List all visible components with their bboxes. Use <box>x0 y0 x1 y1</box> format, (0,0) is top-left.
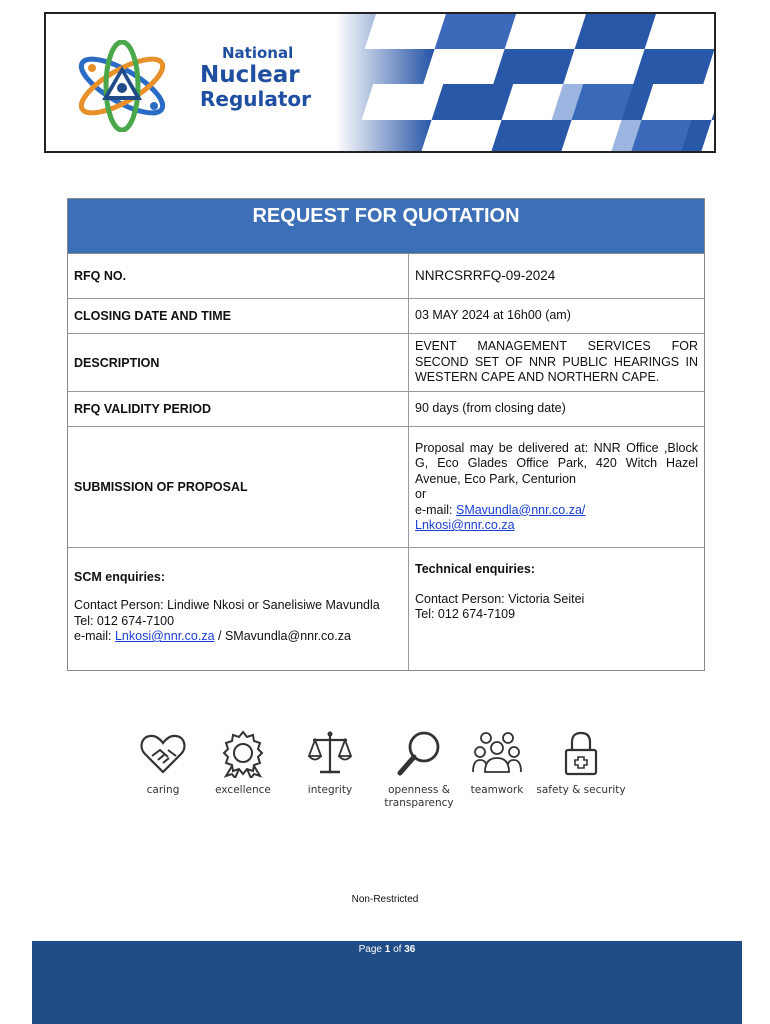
rfq-value: NNRCSRRFQ-09-2024 <box>415 268 556 284</box>
rfq-label: CLOSING DATE AND TIME <box>68 299 409 333</box>
magnifier-icon <box>394 728 444 778</box>
value-label: caring <box>146 784 180 796</box>
checker-pattern-graphic <box>336 14 716 153</box>
email-prefix: e-mail: <box>415 502 456 517</box>
value-teamwork <box>452 728 542 797</box>
rfq-row-submission <box>68 427 704 548</box>
nnr-logo <box>72 40 352 132</box>
value-excellence <box>198 728 288 797</box>
value-label: openness & transparency <box>384 784 454 809</box>
page-number <box>32 944 742 955</box>
rfq-table <box>67 198 705 671</box>
value-integrity <box>285 728 375 797</box>
scm-enquiries <box>68 548 409 670</box>
page-total: 36 <box>404 944 416 955</box>
logo-wordmark <box>200 46 311 109</box>
value-openness <box>374 728 464 810</box>
technical-contact: Contact Person: Victoria Seitei <box>415 591 585 606</box>
email-link-smavundla[interactable]: SMavundla@nnr.co.za/ <box>455 502 586 517</box>
rfq-row-enquiries <box>68 548 704 670</box>
page-current: 1 <box>384 944 391 955</box>
value-label: teamwork <box>470 784 524 796</box>
value-caring <box>118 728 208 797</box>
rfq-value: 03 MAY 2024 at 16h00 (am) <box>415 308 571 323</box>
rfq-value: 90 days (from closing date) <box>415 401 566 416</box>
logo-line-nuclear: Nuclear <box>200 62 300 88</box>
scm-heading: SCM enquiries: <box>74 570 165 584</box>
scm-email-rest: / SMavundla@nnr.co.za <box>214 629 351 643</box>
logo-line-regulator: Regulator <box>200 87 312 111</box>
rfq-title: REQUEST FOR QUOTATION <box>68 199 704 254</box>
rfq-row-closing <box>68 299 704 334</box>
classification-label: Non-Restricted <box>351 894 419 905</box>
value-label: integrity <box>307 784 353 796</box>
email-prefix: e-mail: <box>74 629 115 643</box>
heart-handshake-icon <box>138 728 188 778</box>
scm-tel: Tel: 012 674-7100 <box>74 613 175 628</box>
rfq-row-validity <box>68 392 704 427</box>
rfq-value: EVENT MANAGEMENT SERVICES FOR SECOND SET OF NNR PUBLIC HEARINGS IN WESTERN CAPE AND NORTHERN CAPE. <box>415 339 698 385</box>
submission-email-line-2 <box>415 518 698 534</box>
rfq-label: DESCRIPTION <box>68 334 409 391</box>
email-link-lnkosi[interactable]: Lnkosi@nnr.co.za <box>415 518 515 532</box>
submission-address: Proposal may be delivered at: NNR Office ,Block G, Eco Glades Office Park, 420 Witch Hazel Avenue, Eco Park, Centurion <box>415 440 698 486</box>
value-label: safety & security <box>536 784 626 796</box>
submission-or: or <box>415 487 427 501</box>
rfq-label: RFQ VALIDITY PERIOD <box>68 392 409 426</box>
award-rosette-icon <box>218 728 268 778</box>
values-row <box>128 728 628 818</box>
value-label: excellence <box>215 784 271 796</box>
page-of: of <box>390 944 405 955</box>
rfq-label: RFQ NO. <box>68 254 409 298</box>
page-prefix: Page <box>358 944 385 955</box>
value-safety <box>536 728 626 797</box>
people-group-icon <box>472 728 522 778</box>
submission-details <box>409 427 704 547</box>
padlock-icon <box>556 728 606 778</box>
technical-heading: Technical enquiries: <box>415 562 535 576</box>
atom-logo-icon <box>72 40 172 132</box>
rfq-row-description <box>68 334 704 392</box>
header-banner <box>44 12 716 153</box>
scales-icon <box>305 728 355 778</box>
logo-line-national: National <box>222 44 294 62</box>
technical-tel: Tel: 012 674-7109 <box>415 607 516 621</box>
technical-enquiries <box>409 548 704 670</box>
scm-email-line <box>74 629 351 645</box>
page-footer <box>32 941 742 1024</box>
rfq-label: SUBMISSION OF PROPOSAL <box>68 427 409 547</box>
submission-email-line <box>415 503 698 519</box>
scm-email-link[interactable]: Lnkosi@nnr.co.za <box>114 629 215 643</box>
scm-contact: Contact Person: Lindiwe Nkosi or Sanelisiwe Mavundla <box>74 598 380 612</box>
rfq-row-number <box>68 254 704 299</box>
